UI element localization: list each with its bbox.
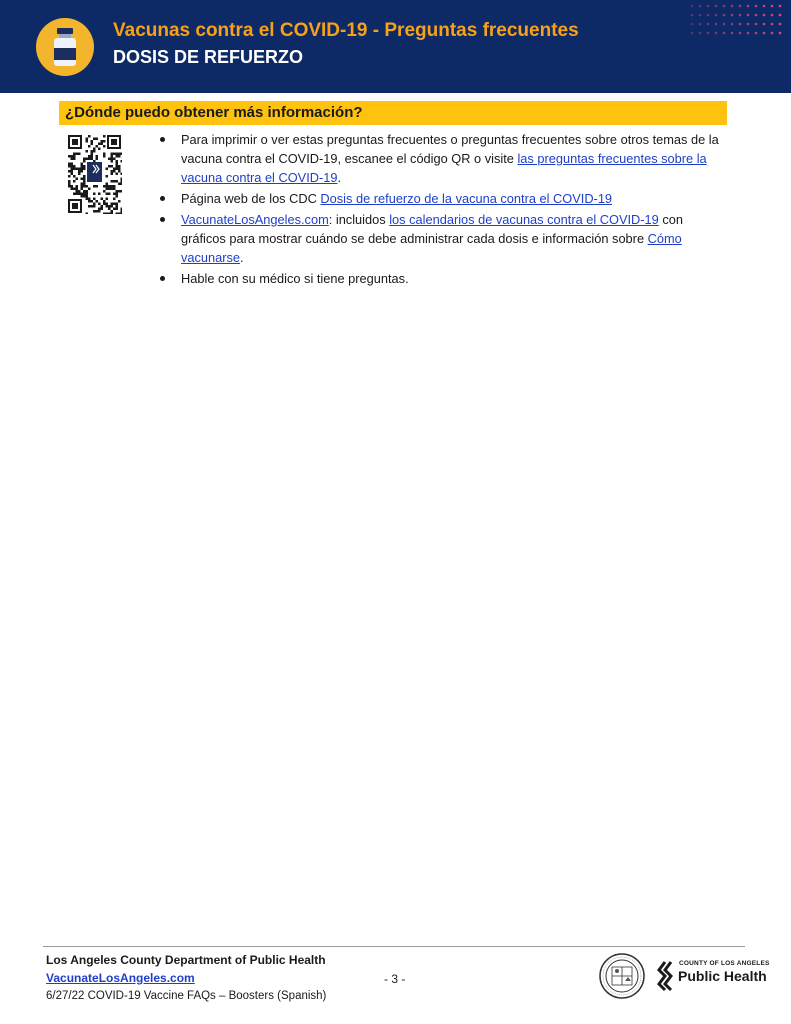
vacunate-site-link[interactable]: VacunateLosAngeles.com <box>181 212 329 227</box>
page-subtitle: DOSIS DE REFUERZO <box>113 47 304 67</box>
footer-website-link[interactable]: VacunateLosAngeles.com <box>46 971 195 985</box>
item-text: Hable con su médico si tiene preguntas. <box>181 271 409 286</box>
page-title: Vacunas contra el COVID-19 - Preguntas frecuentes <box>113 20 579 41</box>
public-health-logo-icon <box>655 960 675 992</box>
logo-name-text: Public Health <box>678 968 767 984</box>
list-item <box>160 130 730 187</box>
list-item <box>160 269 730 288</box>
bullet-icon <box>160 196 165 201</box>
bullet-icon <box>160 276 165 281</box>
vaccine-schedule-link[interactable]: los calendarios de vacunas contra el COVID-19 <box>389 212 659 227</box>
section-title: ¿Dónde puedo obtener más información? <box>65 104 363 121</box>
item-text: Página web de los CDC <box>181 191 321 206</box>
list-item <box>160 189 730 208</box>
info-list <box>160 130 730 290</box>
footer-divider <box>43 946 745 947</box>
bullet-icon <box>160 137 165 142</box>
item-text: . <box>337 170 342 185</box>
how-to-get-vaccinated-link[interactable]: Cómo vacunarse <box>181 231 682 265</box>
item-text: con gráficos para mostrar cuándo se debe administrar cada dosis e información sobre <box>181 212 683 246</box>
item-text: : incluidos <box>328 212 390 227</box>
bullet-icon <box>160 217 165 222</box>
county-seal-icon <box>599 953 645 999</box>
decorative-dots-icon <box>688 2 786 38</box>
logo-county-text: COUNTY OF LOS ANGELES <box>679 960 770 967</box>
cdc-booster-link[interactable]: Dosis de refuerzo de la vacuna contra el COVID-19 <box>320 191 613 206</box>
section-heading-bar <box>59 101 727 125</box>
qr-code-icon[interactable] <box>67 134 122 214</box>
item-text: Para imprimir o ver estas preguntas frecuentes o preguntas frecuentes sobre otros temas de la vacuna contra el COVID-19, escanee el código QR o visite <box>181 132 719 166</box>
item-text: . <box>240 250 244 265</box>
list-item <box>160 210 730 267</box>
faq-link[interactable]: las preguntas frecuentes sobre la vacuna contra el COVID-19 <box>181 151 707 185</box>
public-health-logo <box>655 958 770 994</box>
footer-document-info: 6/27/22 COVID-19 Vaccine FAQs – Boosters (Spanish) <box>46 990 327 1002</box>
header-banner <box>0 0 791 93</box>
vaccine-vial-icon <box>36 18 94 76</box>
page-number: - 3 - <box>384 972 406 986</box>
footer-organization: Los Angeles County Department of Public Health <box>46 953 326 967</box>
